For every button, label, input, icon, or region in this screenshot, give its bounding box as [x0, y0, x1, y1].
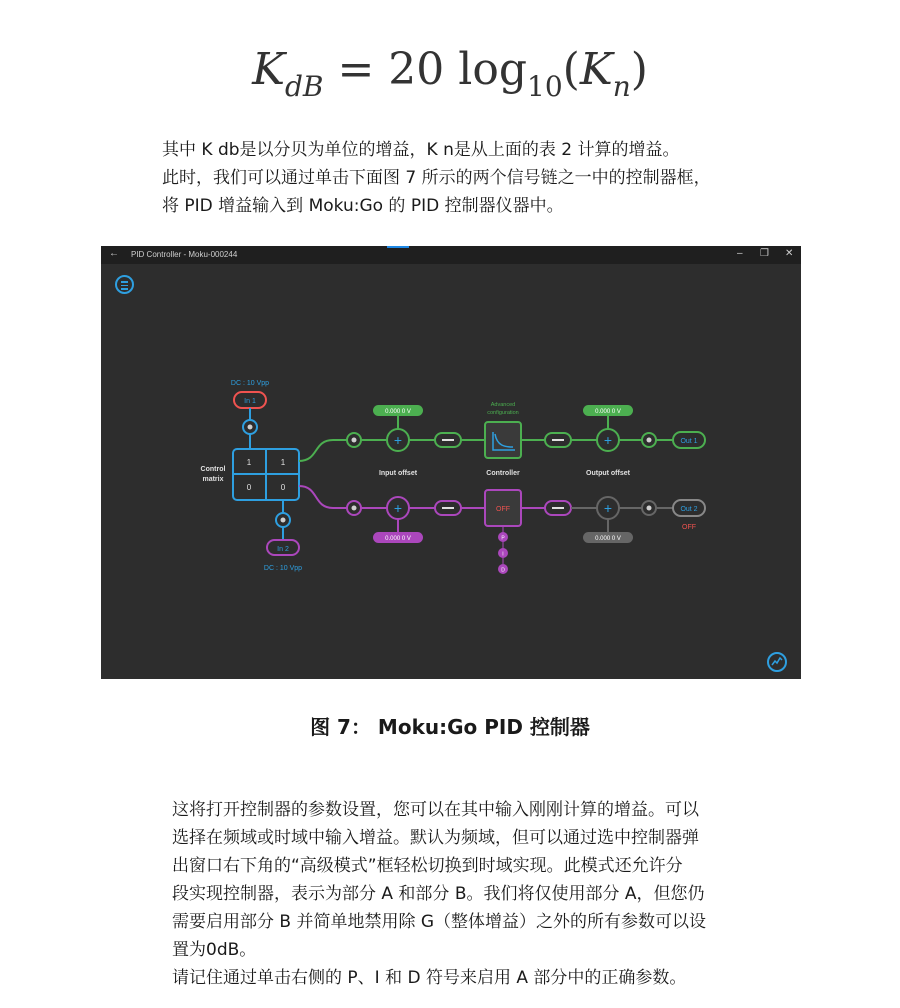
- ch2-output-offset-value: 0.000 0 V: [595, 536, 621, 542]
- close-icon[interactable]: ✕: [785, 248, 794, 259]
- plus-icon: +: [393, 500, 403, 516]
- ch2-input-offset-value: 0.000 0 V: [385, 536, 411, 542]
- matrix-cell: 0: [280, 483, 286, 492]
- restore-icon[interactable]: ❐: [760, 248, 769, 259]
- body-line: 段实现控制器，表示为部分 A 和部分 B。我们将仅使用部分 A，但您仍: [172, 884, 705, 904]
- in2-coupling: DC : 10 Vpp: [263, 565, 303, 572]
- output-offset-label: Output offset: [586, 470, 630, 477]
- formula-equals: = 20: [323, 44, 459, 95]
- controller-label: Controller: [486, 470, 520, 477]
- body-line: 请记住通过单击右侧的 P、I 和 D 符号来启用 A 部分中的正确参数。: [172, 968, 687, 988]
- out1-label: Out 1: [680, 438, 698, 445]
- oscilloscope-icon[interactable]: [767, 652, 787, 672]
- matrix-label-2: matrix: [202, 476, 224, 483]
- in1-coupling: DC : 10 Vpp: [230, 380, 270, 387]
- formula-arg-var: K: [579, 44, 613, 95]
- formula-log-base: 10: [527, 70, 563, 103]
- pid-i-label: I: [502, 551, 504, 558]
- ch1-controller-box[interactable]: [485, 422, 521, 458]
- body-paragraph: [172, 796, 772, 992]
- pid-d-label: D: [501, 567, 505, 574]
- window-title: PID Controller - Moku-000244: [131, 250, 238, 259]
- formula-arg-sub: n: [612, 70, 631, 103]
- intro-paragraph: [162, 136, 802, 220]
- out2-label: Out 2: [680, 506, 698, 513]
- in1-label: In 1: [244, 398, 256, 405]
- body-line: 这将打开控制器的参数设置，您可以在其中输入刚刚计算的增益。可以: [172, 800, 699, 820]
- advanced-config-label-2: configuration: [487, 410, 519, 416]
- ch1-input-offset-value: 0.000 0 V: [385, 409, 411, 415]
- ch1-output-offset-value: 0.000 0 V: [595, 409, 621, 415]
- body-line: 需要启用部分 B 并简单地禁用除 G（整体增益）之外的所有参数可以设: [172, 912, 707, 932]
- formula-close-paren: ): [630, 44, 648, 95]
- figure-caption: 图 7： Moku:Go PID 控制器: [310, 715, 590, 739]
- advanced-config-label-1: Advanced: [490, 402, 516, 408]
- body-line: 置为0dB。: [172, 940, 257, 960]
- formula-log: log: [458, 44, 528, 95]
- pid-p-label: P: [501, 535, 505, 542]
- matrix-cell: 1: [280, 458, 286, 467]
- plus-icon: +: [603, 500, 613, 516]
- input-offset-label: Input offset: [378, 470, 418, 477]
- formula-open-paren: (: [562, 44, 580, 95]
- matrix-cell: 0: [246, 483, 252, 492]
- formula-lhs-sub: dB: [284, 70, 324, 103]
- body-line: 选择在频域或时域中输入增益。默认为频域，但可以通过选中控制器弹: [172, 828, 699, 848]
- signal-chain-diagram: [101, 246, 801, 679]
- intro-line: 此时，我们可以通过单击下面图 7 所示的两个信号链之一中的控制器框，: [162, 168, 711, 188]
- back-arrow-icon[interactable]: ←: [109, 248, 119, 259]
- gain-formula: [0, 44, 900, 114]
- plus-icon: +: [603, 432, 613, 448]
- pid-controller-screenshot: [101, 246, 801, 679]
- ch2-controller-state: OFF: [496, 506, 510, 513]
- out2-state: OFF: [682, 524, 696, 531]
- intro-line: 将 PID 增益输入到 Moku:Go 的 PID 控制器仪器中。: [162, 196, 564, 216]
- intro-line: 其中 K db是以分贝为单位的增益，K n是从上面的表 2 计算的增益。: [162, 140, 680, 160]
- matrix-cell: 1: [246, 458, 252, 467]
- minimize-icon[interactable]: –: [737, 248, 743, 259]
- plus-icon: +: [393, 432, 403, 448]
- formula-lhs-var: K: [252, 44, 285, 95]
- body-line: 出窗口右下角的“高级模式”框轻松切换到时域实现。此模式还允许分: [172, 856, 683, 876]
- in2-label: In 2: [277, 546, 289, 553]
- matrix-label-1: Control: [200, 466, 226, 473]
